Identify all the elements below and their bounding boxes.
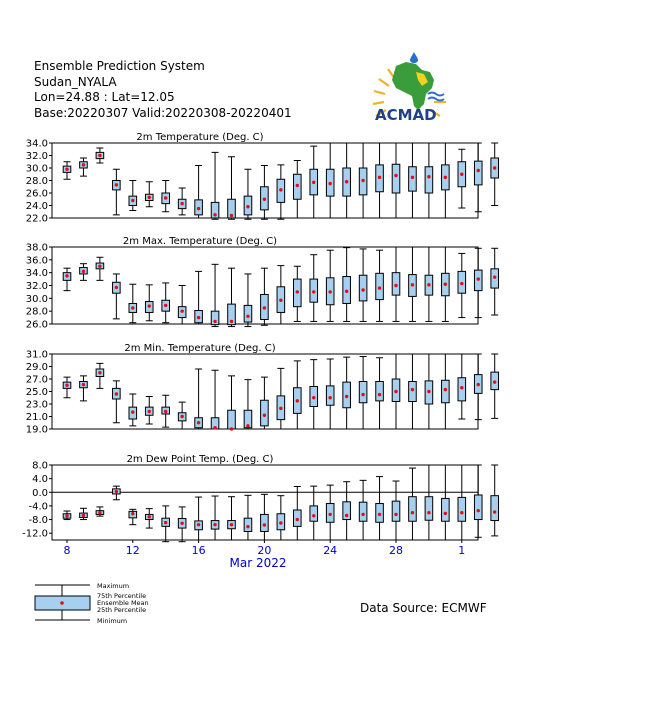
y-tick-label: -12.0 [22,528,48,540]
y-tick-label: 38.0 [25,242,48,254]
mean-dot [411,176,414,179]
box [491,496,499,521]
y-tick-label: 23.0 [25,399,48,411]
y-tick-label: 26.0 [25,319,48,331]
box [359,382,367,403]
x-tick-label: 12 [125,544,140,557]
mean-dot [213,426,216,429]
y-tick-label: 28.0 [25,176,48,187]
box [310,506,318,521]
mean-dot [329,513,332,516]
mean-dot [164,196,167,199]
mean-dot [148,196,151,199]
mean-dot [213,523,216,526]
mean-dot [361,288,364,291]
mean-dot [115,286,118,289]
mean-dot [131,512,134,515]
mean-dot [427,511,430,514]
box [409,497,417,522]
mean-dot [394,174,397,177]
mean-dot [98,265,101,268]
mean-dot [427,283,430,286]
y-tick-label: -4.0 [28,501,48,513]
box [244,305,252,322]
acmad-logo-text: ACMAD [375,106,437,124]
x-tick-label: 28 [389,544,403,557]
panel-title: 2m Max. Temperature (Deg. C) [122,236,278,247]
mean-dot [164,304,167,307]
mean-dot [378,286,381,289]
panel-title: 2m Dew Point Temp. (Deg. C) [126,454,274,465]
mean-dot [131,410,134,413]
box [442,498,450,521]
mean-dot [131,199,134,202]
mean-dot [65,274,68,277]
box [244,518,252,531]
y-tick-label: 21.0 [25,412,48,423]
mean-dot [180,415,183,418]
mean-dot [444,388,447,391]
box [392,501,400,521]
box [474,495,482,520]
mean-dot [230,523,233,526]
mean-dot [312,396,315,399]
mean-dot [411,283,414,286]
mean-dot [444,283,447,286]
mean-dot [197,316,200,319]
mean-dot [148,410,151,413]
mean-dot [180,309,183,312]
mean-dot [460,386,463,389]
mean-dot [197,207,200,210]
panel-title: 2m Temperature (Deg. C) [136,132,264,143]
y-tick-label: -8.0 [28,515,48,527]
mean-dot [246,525,249,528]
mean-dot [345,180,348,183]
box [326,386,334,405]
x-tick-label: 8 [63,544,71,557]
mean-dot [230,320,233,323]
x-tick-label: 24 [323,544,338,557]
mean-dot [98,371,101,374]
y-tick-label: 19.0 [25,424,48,436]
mean-dot [394,390,397,393]
y-tick-label: 26.0 [25,188,48,200]
mean-dot [279,521,282,524]
box [392,164,400,193]
y-tick-label: 30.0 [25,293,48,305]
box [261,514,269,531]
mean-dot [345,290,348,293]
mean-dot [477,383,480,386]
mean-dot [263,198,266,201]
mean-dot [115,392,118,395]
mean-dot [394,284,397,287]
box [474,161,482,185]
box [359,502,367,521]
mean-dot [477,509,480,512]
mean-dot [296,518,299,521]
y-tick-label: 34.0 [25,138,48,150]
box [376,382,384,401]
mean-dot [460,511,463,514]
mean-dot [246,424,249,427]
mean-dot [246,205,249,208]
legend-mean-dot [60,601,64,605]
y-tick-label: 31.0 [25,349,48,361]
mean-dot [279,407,282,410]
station-name: Sudan_NYALA [34,74,117,89]
mean-dot [493,166,496,169]
mean-dot [296,399,299,402]
mean-dot [296,184,299,187]
y-tick-label: 32.0 [25,151,48,162]
y-tick-label: 30.0 [25,163,48,175]
legend-mean-label: Ensemble Mean [97,599,149,607]
y-tick-label: 28.0 [25,306,48,318]
mean-dot [361,179,364,182]
box [442,380,450,403]
box [261,400,269,426]
legend-maximum-label: Maximum [97,582,130,590]
mean-dot [263,414,266,417]
mean-dot [213,320,216,323]
legend-minimum-label: Minimum [97,617,128,624]
mean-dot [329,396,332,399]
y-tick-label: 24.0 [25,201,48,212]
mean-dot [477,277,480,280]
mean-dot [329,290,332,293]
mean-dot [197,523,200,526]
mean-dot [82,270,85,273]
mean-dot [82,163,85,166]
x-tick-label: 20 [257,544,272,557]
box [228,410,236,429]
mean-dot [65,384,68,387]
box [425,167,433,193]
mean-dot [213,213,216,216]
mean-dot [460,173,463,176]
mean-dot [329,182,332,185]
mean-dot [164,410,167,413]
mean-dot [279,188,282,191]
mean-dot [197,421,200,424]
mean-dot [394,513,397,516]
mean-dot [230,214,233,217]
mean-dot [427,175,430,178]
mean-dot [312,290,315,293]
y-tick-label: 29.0 [25,362,48,373]
mean-dot [98,154,101,157]
mean-dot [345,395,348,398]
mean-dot [444,176,447,179]
data-source: Data Source: ECMWF [360,601,487,615]
y-tick-label: 27.0 [25,374,48,386]
mean-dot [180,522,183,525]
y-tick-label: 32.0 [25,281,48,292]
box [359,275,367,301]
base-valid-dates: Base:20220307 Valid:20220308-20220401 [34,105,292,120]
mean-dot [361,393,364,396]
mean-dot [411,388,414,391]
mean-dot [477,169,480,172]
mean-dot [263,523,266,526]
mean-dot [65,514,68,517]
mean-dot [82,383,85,386]
mean-dot [164,521,167,524]
mean-dot [82,514,85,517]
panel-title: 2m Min. Temperature (Deg. C) [124,343,276,354]
mean-dot [444,512,447,515]
mean-dot [493,380,496,383]
mean-dot [148,304,151,307]
mean-dot [65,168,68,171]
mean-dot [246,315,249,318]
mean-dot [361,513,364,516]
mean-dot [296,290,299,293]
mean-dot [427,390,430,393]
mean-dot [378,176,381,179]
mean-dot [180,202,183,205]
mean-dot [115,183,118,186]
mean-dot [131,306,134,309]
y-tick-label: 0.0 [32,487,48,499]
mean-dot [378,513,381,516]
mean-dot [460,282,463,285]
legend [30,578,170,624]
coordinates: Lon=24.88 : Lat=12.05 [34,90,175,104]
box [409,382,417,402]
mean-dot [279,299,282,302]
y-tick-label: 36.0 [25,255,48,267]
y-tick-label: 22.0 [25,213,48,225]
mean-dot [345,514,348,517]
mean-dot [493,275,496,278]
mean-dot [115,490,118,493]
box [425,497,433,521]
legend-p75-label: 75th Percentile [97,592,147,600]
legend-p25-label: 25th Percentile [97,606,147,614]
box [458,497,466,521]
x-tick-label: 16 [191,544,206,557]
mean-dot [230,427,233,430]
mean-dot [378,393,381,396]
mean-dot [312,181,315,184]
mean-dot [411,511,414,514]
y-tick-label: 34.0 [25,268,48,280]
x-tick-label: 1 [458,544,466,557]
mean-dot [98,511,101,514]
system-title: Ensemble Prediction System [34,59,205,73]
mean-dot [148,515,151,518]
y-tick-label: 4.0 [32,474,48,486]
x-axis-label: Mar 2022 [229,556,287,570]
y-tick-label: 8.0 [32,460,48,472]
mean-dot [263,306,266,309]
y-tick-label: 25.0 [25,387,48,398]
mean-dot [493,510,496,513]
mean-dot [312,514,315,517]
